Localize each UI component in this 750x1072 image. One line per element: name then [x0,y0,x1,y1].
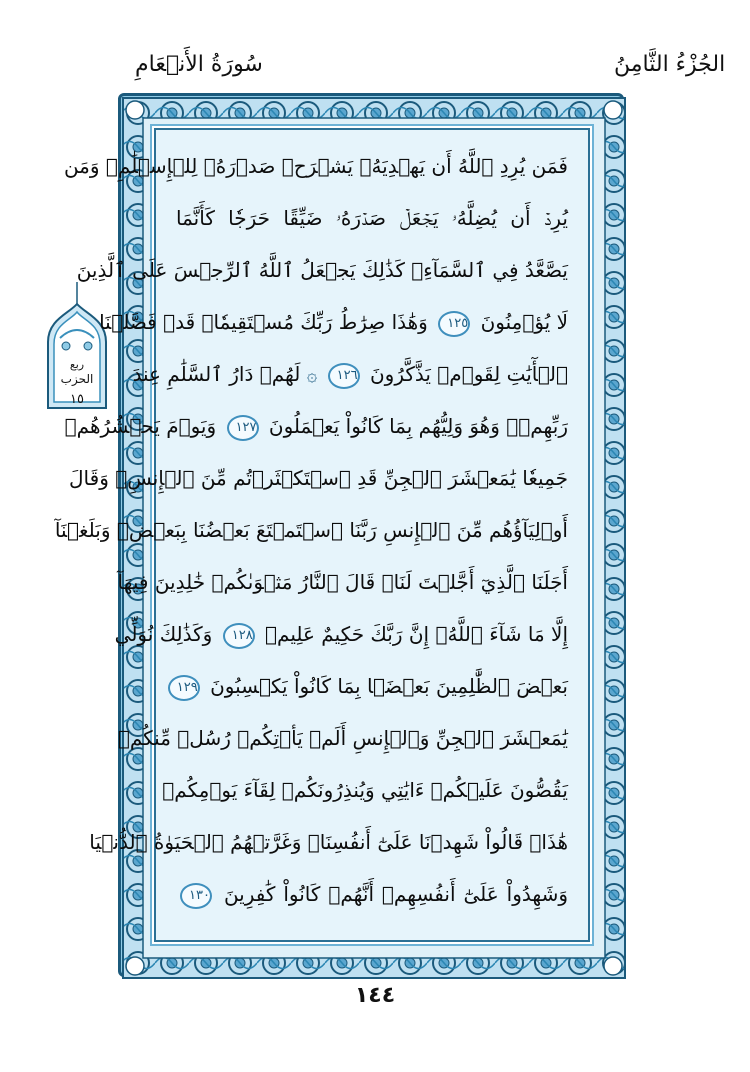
text-line-7: جَمِيعٗا يَٰمَعۡشَرَ ٱلۡجِنِّ قَدِ ٱسۡتَكۡثَرۡتُم مِّنَ ٱلۡإِنسِۖ وَقَالَ [69,466,568,490]
text-line-1: فَمَن يُرِدِ ٱللَّهُ أَن يَهۡدِيَهُۥ يَشۡرَحۡ صَدۡرَهُۥ لِلۡإِسۡلَٰمِۖ وَمَن [63,154,568,178]
text-line-9: أَجَلَنَا ٱلَّذِيٓ أَجَّلۡتَ لَنَاۚ قَالَ ٱلنَّارُ مَثۡوَىٰكُمۡ خَٰلِدِينَ فِيهَآ [117,570,568,594]
hizb-label: الحزب [60,372,94,386]
text-line-13: يَقُصُّونَ عَلَيۡكُمۡ ءَايَٰتِي وَيُنذِرُونَكُمۡ لِقَآءَ يَوۡمِكُمۡ [162,778,568,802]
rub-label: ربع [69,358,85,371]
juz-title: الجُزْءُ الثَّامِنُ [614,52,726,77]
ayah-number-marker: ١٢٩ [168,675,200,701]
text-line-4: لَا يُؤۡمِنُونَ ١٢٥ وَهَٰذَا صِرَٰطُ رَبِّكَ مُسۡتَقِيمٗاۗ قَدۡ فَصَّلۡنَا [176,298,568,346]
text-line-5: ٱلۡأٓيَٰتِ لِقَوۡمٖ يَذَّكَّرُونَ ١٢٦ ۞ لَهُمۡ دَارُ ٱلسَّلَٰمِ عِندَ [176,350,568,398]
ayah-number-marker: ١٣٠ [180,883,212,909]
ayah-number-marker: ١٢٧ [227,415,259,441]
text-line-15: وَشَهِدُواْ عَلَىٰٓ أَنفُسِهِمۡ أَنَّهُمۡ كَانُواْ كَٰفِرِينَ ١٣٠ [176,870,568,918]
page-number: ١٤٤ [354,983,396,1008]
text-line-2: يُرِدۡ أَن يُضِلَّهُۥ يَجۡعَلۡ صَدۡرَهُۥ ضَيِّقًا حَرَجٗا كَأَنَّمَا [176,206,568,230]
text-line-12: يَٰمَعۡشَرَ ٱلۡجِنِّ وَٱلۡإِنسِ أَلَمۡ يَأۡتِكُمۡ رُسُلٞ مِّنكُمۡ [117,726,568,750]
text-line-11: بَعۡضَ ٱلظَّٰلِمِينَ بَعۡضَۢا بِمَا كَانُواْ يَكۡسِبُونَ ١٢٩ [176,662,568,710]
ayah-number-marker: ١٢٨ [223,623,255,649]
ayah-number-marker: ١٢٥ [438,311,470,337]
text-line-8: أَوۡلِيَآؤُهُم مِّنَ ٱلۡإِنسِ رَبَّنَا ٱسۡتَمۡتَعَ بَعۡضُنَا بِبَعۡضٖ وَبَلَغۡنَآ [54,518,568,542]
text-line-14: هَٰذَاۚ قَالُواْ شَهِدۡنَا عَلَىٰٓ أَنفُسِنَاۖ وَغَرَّتۡهُمُ ٱلۡحَيَوٰةُ ٱلدُّنۡيَا [89,830,568,854]
text-line-3: يَصَّعَّدُ فِي ٱلسَّمَآءِۚ كَذَٰلِكَ يَجۡعَلُ ٱللَّهُ ٱلرِّجۡسَ عَلَى ٱلَّذِينَ [76,258,568,282]
hizb-star-icon: ۞ [306,365,318,386]
hizb-number: ١٥ [70,392,84,407]
ayah-number-marker: ١٢٦ [328,363,360,389]
text-line-6: رَبِّهِمۡۖ وَهُوَ وَلِيُّهُم بِمَا كَانُواْ يَعۡمَلُونَ ١٢٧ وَيَوۡمَ يَحۡشُرُهُمۡ [176,402,568,450]
surah-title: سُورَةُ الأَنۡعَامِ [135,52,263,77]
text-line-10: إِلَّا مَا شَآءَ ٱللَّهُۗ إِنَّ رَبَّكَ حَكِيمٌ عَلِيمٞ ١٢٨ وَكَذَٰلِكَ نُوَلِّي [176,610,568,658]
